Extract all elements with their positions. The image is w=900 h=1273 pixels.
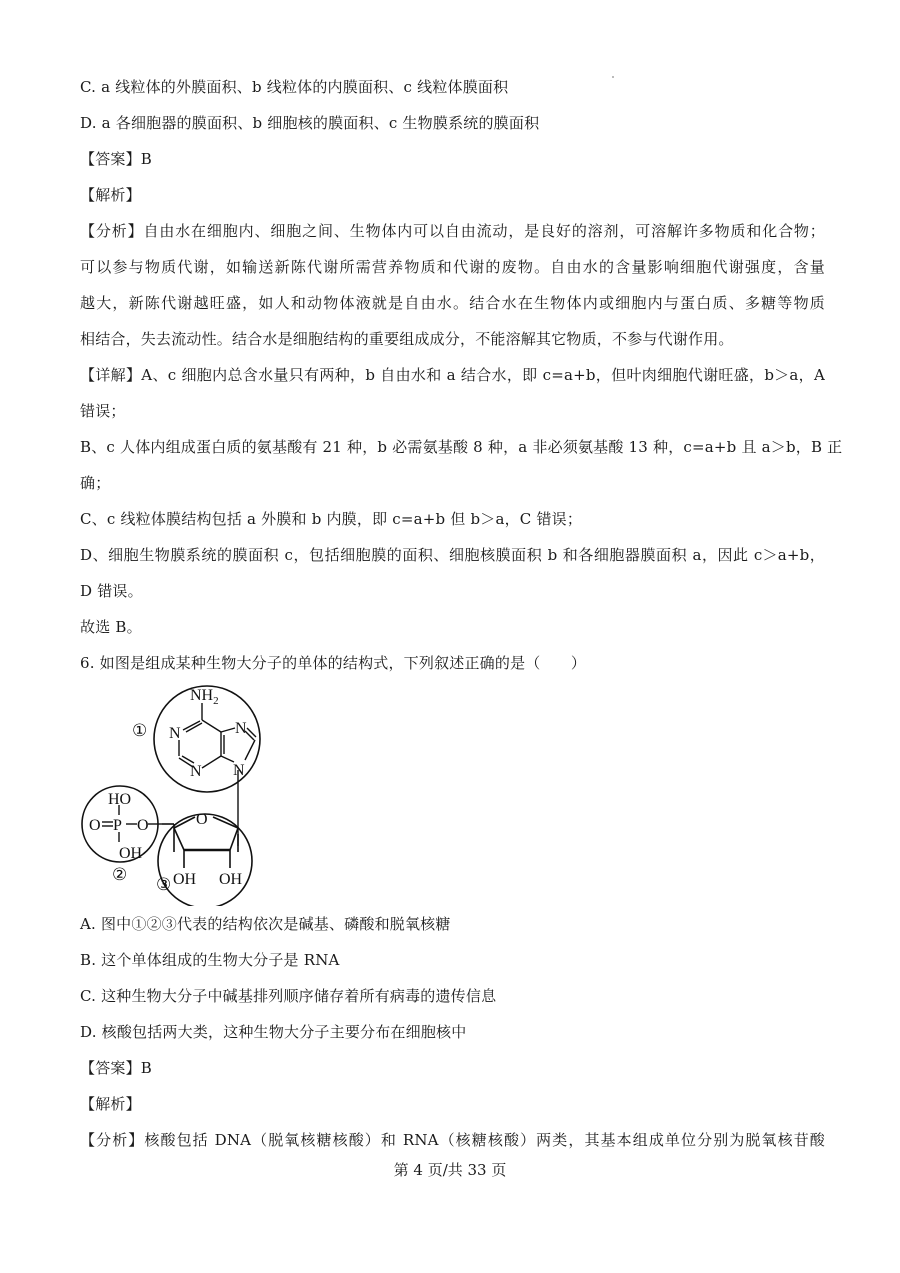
q5-option-c: C. a 线粒体的外膜面积、b 线粒体的内膜面积、c 线粒体膜面积 <box>80 78 509 96</box>
amino-group-label: $NH_2$ <box>190 687 219 707</box>
q5-detail-line: 确； <box>80 474 111 492</box>
q5-answer: 【答案】B <box>80 150 153 168</box>
q6-stem: 6. 如图是组成某种生物大分子的单体的结构式，下列叙述正确的是（ ） <box>80 654 587 672</box>
hydroxyl-label: OH <box>219 871 243 888</box>
phosphate-bonds <box>102 805 162 842</box>
nitrogen-label: N <box>190 763 202 780</box>
marker-1-base: ① <box>132 721 148 740</box>
nitrogen-label: N <box>235 720 247 737</box>
hydroxyl-label: OH <box>119 845 143 862</box>
q5-detail-line: D、细胞生物膜系统的膜面积 c，包括细胞膜的面积、细胞核膜面积 b 和各细胞器膜面积 a，因此 c＞a+b， <box>80 546 825 564</box>
q5-detail-line: 错误； <box>80 402 126 420</box>
hydroxyl-label: HO <box>108 791 132 808</box>
nitrogen-label: N <box>169 725 181 742</box>
nitrogen-label: N <box>233 762 245 779</box>
q5-detail-line: 【详解】A、c 细胞内总含水量只有两种，b 自由水和 a 结合水，即 c=a+b，但叶肉细胞代谢旺盛，b＞a，A <box>80 366 825 384</box>
oxygen-label: O <box>137 817 149 834</box>
q5-detail-line: D 错误。 <box>80 582 143 600</box>
q5-analysis-line: 可以参与物质代谢，如输送新陈代谢所需营养物质和代谢的废物。自由水的含量影响细胞代谢强度，含量 <box>80 258 825 276</box>
q5-option-d: D. a 各细胞器的膜面积、b 细胞核的膜面积、c 生物膜系统的膜面积 <box>80 114 540 132</box>
hydroxyl-label: OH <box>173 871 197 888</box>
q5-analysis-heading: 【解析】 <box>80 186 141 204</box>
q5-analysis-line: 越大，新陈代谢越旺盛，如人和动物体液就是自由水。结合水在生物体内或细胞内与蛋白质、多糖等物质 <box>80 294 825 312</box>
phosphorus-label: P <box>113 817 122 834</box>
q6-answer: 【答案】B <box>80 1059 153 1077</box>
q6-option-a: A. 图中①②③代表的结构依次是碱基、磷酸和脱氧核糖 <box>80 915 451 933</box>
q6-analysis-line: 【分析】核酸包括 DNA（脱氧核糖核酸）和 RNA（核糖核酸）两类，其基本组成单位分别为脱氧核苷酸 <box>80 1131 825 1149</box>
q5-analysis-line: 【分析】自由水在细胞内、细胞之间、生物体内可以自由流动，是良好的溶剂，可溶解许多物质和化合物； <box>80 222 825 240</box>
marker-3-sugar: ③ <box>156 875 172 894</box>
marker-2-phosphate: ② <box>112 865 128 884</box>
oxygen-label: O <box>89 817 101 834</box>
q6-option-d: D. 核酸包括两大类，这种生物大分子主要分布在细胞核中 <box>80 1023 467 1041</box>
q6-analysis-heading: 【解析】 <box>80 1095 141 1113</box>
ring-oxygen-label: O <box>196 811 208 828</box>
q5-detail-line: C、c 线粒体膜结构包括 a 外膜和 b 内膜，即 c=a+b 但 b＞a，C 错误； <box>80 510 583 528</box>
page-number-footer: 第 4 页/共 33 页 <box>393 1161 507 1179</box>
q5-detail-line: B、c 人体内组成蛋白质的氨基酸有 21 种，b 必需氨基酸 8 种，a 非必须氨基酸 13 种，c=a+b 且 a＞b，B 正 <box>80 438 843 456</box>
nucleotide-structure-figure <box>78 676 268 906</box>
q5-analysis-line: 相结合，失去流动性。结合水是细胞结构的重要组成成分，不能溶解其它物质，不参与代谢作用。 <box>80 330 734 348</box>
q6-option-c: C. 这种生物大分子中碱基排列顺序储存着所有病毒的遗传信息 <box>80 987 497 1005</box>
q6-option-b: B. 这个单体组成的生物大分子是 RNA <box>80 951 340 969</box>
q5-conclusion: 故选 B。 <box>80 618 142 636</box>
